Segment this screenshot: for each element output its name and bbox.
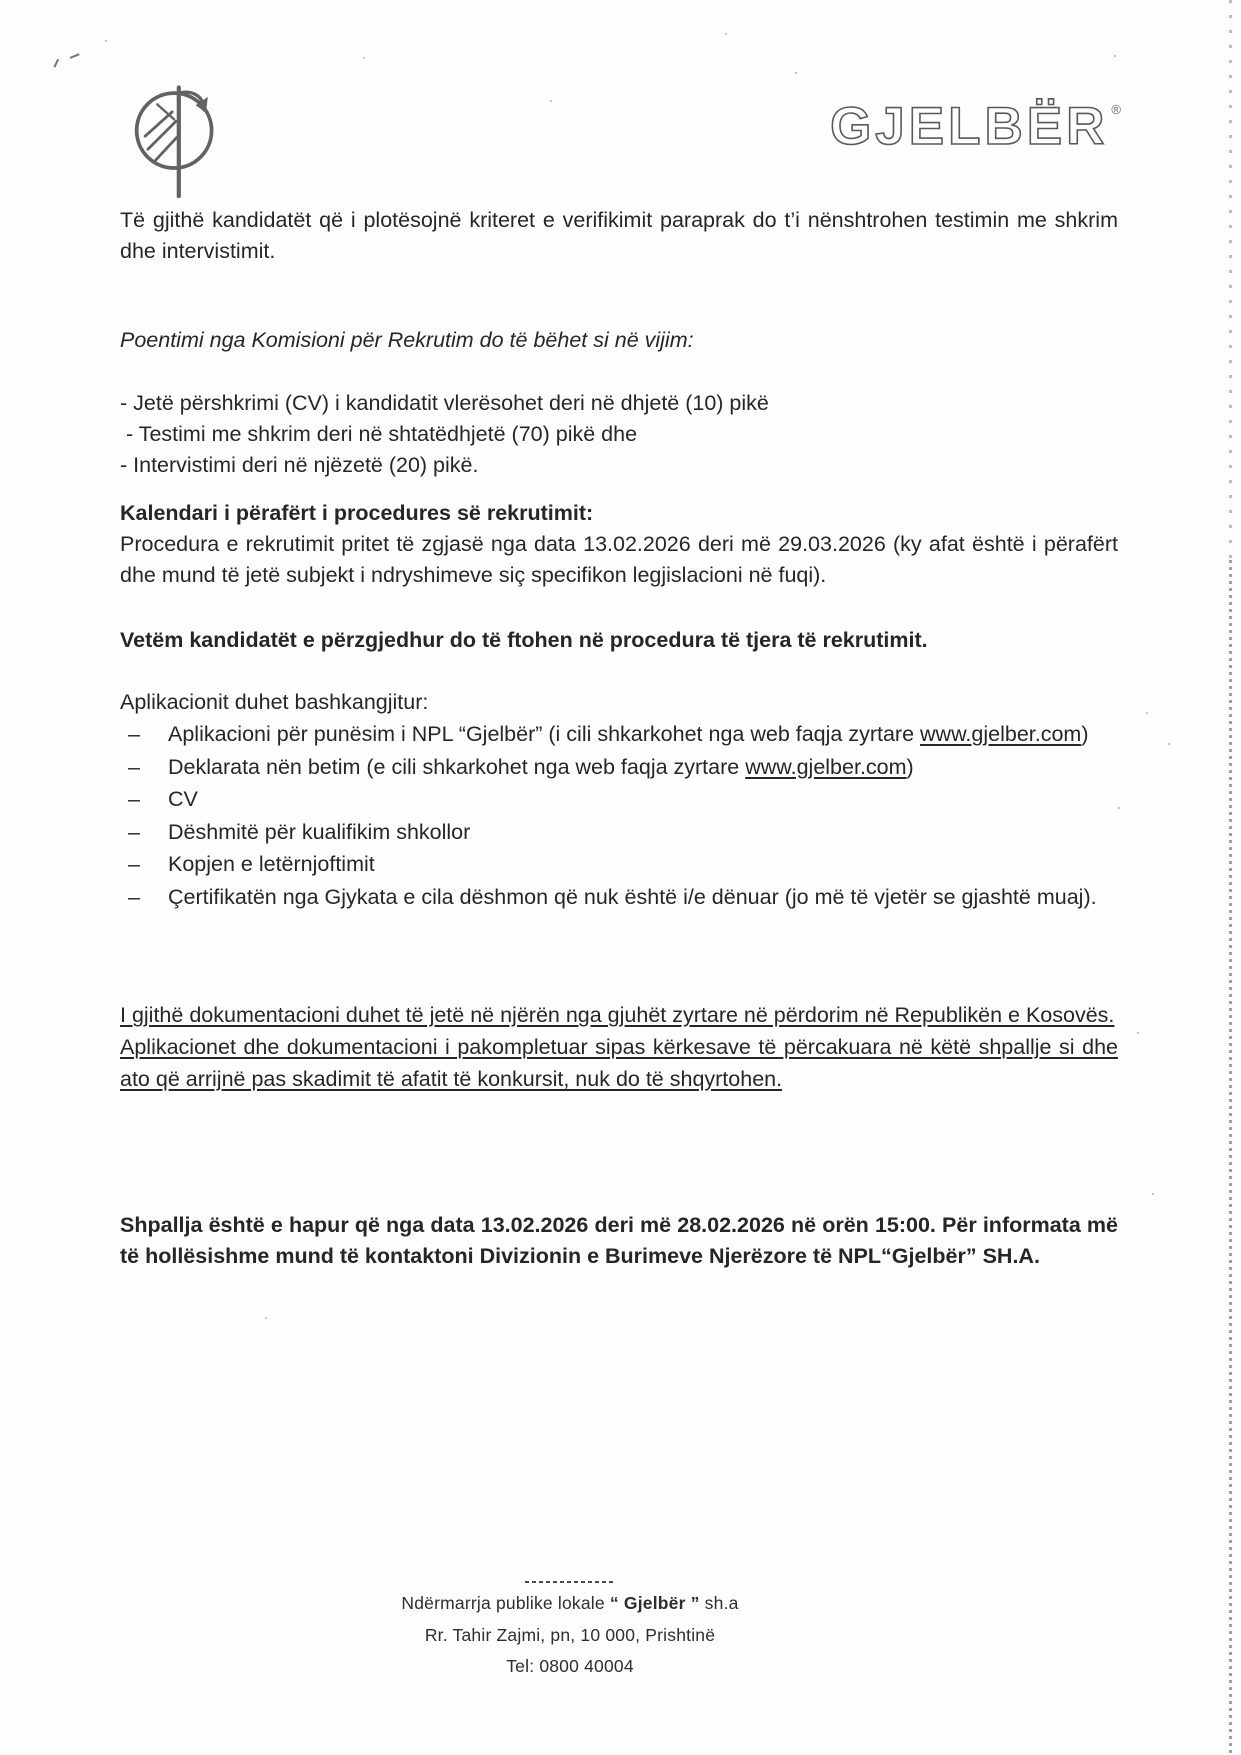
footer-company-post: sh.a <box>699 1593 739 1613</box>
attachment-text: Deklarata nën betim (e cili shkarkohet nga web faqja zyrtare <box>168 754 746 779</box>
attachment-item <box>120 849 1118 880</box>
intro-paragraph: Të gjithë kandidatët që i plotësojnë kriteret e verifikimit paraprak do t’i nënshtrohen testimin me shkrim dhe intervistimit. <box>120 208 1118 263</box>
attachment-item <box>120 719 1118 750</box>
attachment-item <box>120 882 1118 913</box>
attachment-text: ) <box>906 754 914 779</box>
score-item: - Testimi me shkrim deri në shtatëdhjetë (70) pikë dhe <box>120 422 638 446</box>
scan-speck <box>1152 1193 1154 1195</box>
gjelber-website-link[interactable]: www.gjelber.com <box>920 722 1082 746</box>
scan-pen-mark <box>70 53 81 60</box>
footer <box>340 1581 800 1683</box>
attachment-text: Kopjen e letërnjoftimit <box>168 852 375 876</box>
gjelber-website-link[interactable]: www.gjelber.com <box>745 754 907 779</box>
footer-company <box>340 1588 800 1620</box>
attachment-item <box>120 817 1118 848</box>
scan-speck <box>795 72 797 74</box>
footer-company-name: “ Gjelbër ” <box>609 1593 700 1613</box>
dash-marker: – <box>128 884 140 909</box>
scan-speck <box>1146 712 1148 714</box>
scan-speck <box>725 33 727 35</box>
footer-address: Rr. Tahir Zajmi, pn, 10 000, Prishtinë <box>424 1624 716 1645</box>
attachment-text: Aplikacioni për punësim i NPL “Gjelbër” (i cili shkarkohet nga web faqja zyrtare <box>168 722 921 746</box>
scan-speck <box>1118 807 1120 809</box>
attachment-text: Dëshmitë për kualifikim shkollor <box>168 819 471 844</box>
scan-speck <box>550 100 552 102</box>
attachment-text: ) <box>1081 722 1089 746</box>
scan-speck <box>1168 743 1170 745</box>
dash-marker: – <box>128 722 140 746</box>
scan-speck <box>1137 1032 1139 1034</box>
footer-phone: Tel: 0800 40004 <box>506 1656 634 1676</box>
dash-marker: – <box>128 852 140 876</box>
dash-marker: – <box>128 787 140 811</box>
brand-wordmark <box>830 96 1121 157</box>
legal-notes <box>120 999 1118 1095</box>
closing-paragraph: Shpallja është e hapur që nga data 13.02.2026 deri më 28.02.2026 në orën 15:00. Për informata më të hollësishme mund të kontaktoni Divizionin e Burimeve Njerëzore të NPL“Gjelbër” SH.A. <box>120 1213 1118 1268</box>
dash-marker: – <box>128 819 140 844</box>
scan-edge-artifact <box>1229 0 1232 560</box>
legal-note-1: I gjithë dokumentacioni duhet të jetë në njërën nga gjuhët zyrtare në përdorim në Republikën e Kosovës. <box>120 1003 1115 1027</box>
attachment-item <box>120 752 1118 783</box>
calendar-section <box>120 498 1118 591</box>
legal-note-2: Aplikacionet dhe dokumentacioni i pakompletuar sipas kërkesave të përcakuara në këtë shpallje si dhe ato që arrijnë pas skadimit të afatit të konkursit, nuk do të shqyrtohen. <box>120 1035 1118 1091</box>
selected-note: Vetëm kandidatët e përzgjedhur do të ftohen në procedura të tjera të rekrutimit. <box>120 628 928 652</box>
score-item: - Jetë përshkrimi (CV) i kandidatit vlerësohet deri në dhjetë (10) pikë <box>120 391 769 415</box>
attachment-text: Çertifikatën nga Gjykata e cila dëshmon që nuk është i/e dënuar (jo më të vjetër se gjashtë muaj). <box>168 884 1097 909</box>
scan-speck <box>105 40 107 42</box>
registered-trademark: ® <box>1111 102 1121 117</box>
score-item: - Intervistimi deri në njëzetë (20) pikë. <box>120 453 479 477</box>
calendar-heading: Kalendari i përafërt i procedures së rekrutimit: <box>120 501 594 525</box>
score-list <box>120 388 1118 481</box>
attachment-item <box>120 784 1118 815</box>
scan-pen-mark <box>53 59 64 71</box>
scan-edge-artifact <box>1229 560 1232 1755</box>
dash-marker: – <box>128 754 140 779</box>
brand-name: GJELBËR <box>830 97 1109 156</box>
calendar-paragraph: Procedura e rekrutimit pritet të zgjasë nga data 13.02.2026 deri më 29.03.2026 (ky afat është i përafërt dhe mund të jetë subjekt i ndryshimeve siç specifikon legjislacioni në fuqi). <box>120 532 1118 587</box>
attachment-text: CV <box>168 787 198 811</box>
attachments-list <box>120 719 1118 914</box>
footer-company-pre: Ndërmarrja publike lokale <box>401 1593 610 1613</box>
scan-speck <box>265 1317 267 1319</box>
scoring-intro: Poentimi nga Komisioni për Rekrutim do të bëhet si në vijim: <box>120 328 694 352</box>
footer-divider <box>525 1581 615 1583</box>
scan-speck <box>1114 55 1116 57</box>
attachments-heading: Aplikacionit duhet bashkangjitur: <box>120 690 429 714</box>
scan-speck <box>363 57 365 59</box>
leaf-logo-icon <box>126 80 226 198</box>
